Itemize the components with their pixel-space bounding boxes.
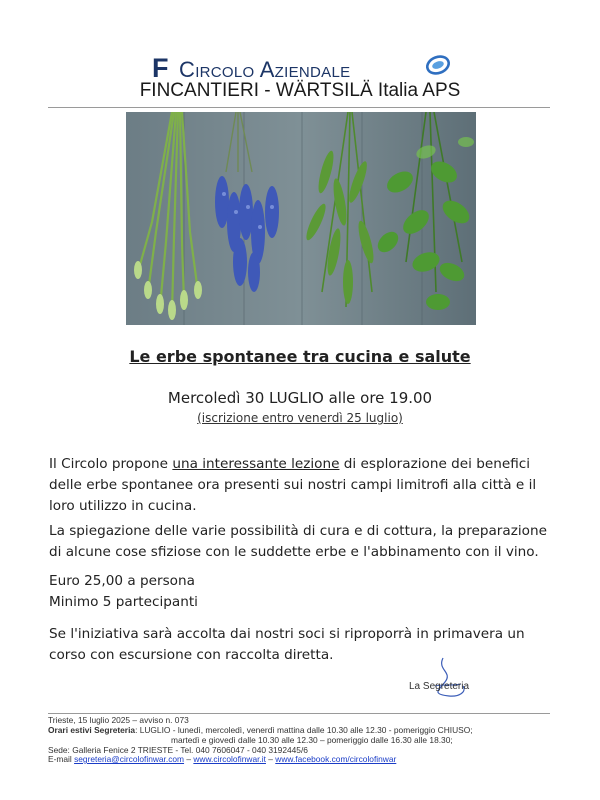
registration-note: (iscrizione entro venerdì 25 luglio) (197, 411, 403, 425)
contacts-separator-2: – (265, 754, 276, 764)
footer-divider (48, 713, 550, 714)
description-paragraph: La spiegazione delle varie possibilità di cura e di cottura, la preparazione di alcune cose sfiziose con le suddette erbe e l'abbinamento con il vino. (49, 523, 547, 560)
intro-highlight: una interessante lezione (172, 456, 340, 472)
contacts-line (48, 754, 568, 765)
address-line: Sede: Galleria Fenice 2 TRIESTE - Tel. 040 7606047 - 040 3192445/6 (48, 745, 308, 755)
signature-label: La Segreteria (409, 681, 470, 692)
intro-paragraph (49, 454, 559, 517)
hours-text-1: : LUGLIO - lunedì, mercoledì, venerdì mattina dalle 10.30 alle 12.30 - pomeriggio CHIUSO; (135, 725, 473, 735)
minimum-line: Minimo 5 partecipanti (49, 594, 198, 610)
signature-scribble-icon (423, 656, 473, 700)
swirl-logo-icon (425, 53, 453, 77)
event-title: Le erbe spontanee tra cucina e salute (129, 347, 471, 366)
facebook-link[interactable]: www.facebook.com/circolofinwar (275, 754, 397, 764)
intro-text-a: Il Circolo propone (49, 456, 173, 472)
hours-label: Orari estivi Segreteria (48, 725, 136, 735)
email-label: E-mail (48, 754, 75, 764)
price-block (49, 571, 559, 613)
herbs-photo (126, 112, 476, 325)
logo-letter: F (152, 53, 169, 83)
hours-line-2: martedì e giovedì dalle 10.30 alle 12.30 – pomeriggio dalle 16.30 alle 18.30; (171, 735, 453, 745)
event-date: Mercoledì 30 LUGLIO alle ore 19.00 (167, 389, 433, 407)
org-name: Circolo Aziendale (179, 57, 351, 82)
notice-line: Trieste, 15 luglio 2025 – avviso n. 073 (48, 715, 189, 725)
header-divider (48, 107, 550, 108)
email-link[interactable]: segreteria@circolofinwar.com (74, 754, 185, 764)
hours-line-1 (48, 725, 568, 736)
price-line: Euro 25,00 a persona (49, 573, 195, 589)
website-link[interactable]: www.circolofinwar.it (193, 754, 266, 764)
org-subtitle: FINCANTIERI - WÄRTSILÄ Italia APS (139, 80, 461, 101)
closing-paragraph: Se l'iniziativa sarà accolta dai nostri soci si riproporrà in primavera un corso con escursione con raccolta diretta. (49, 626, 525, 663)
intro-text-b: di esplorazione dei benefici delle erbe spontanee ora presenti sui nostri campi limitrofi alla città e il loro utilizzo in cucina. (49, 456, 537, 514)
contacts-separator-1: – (184, 754, 194, 764)
